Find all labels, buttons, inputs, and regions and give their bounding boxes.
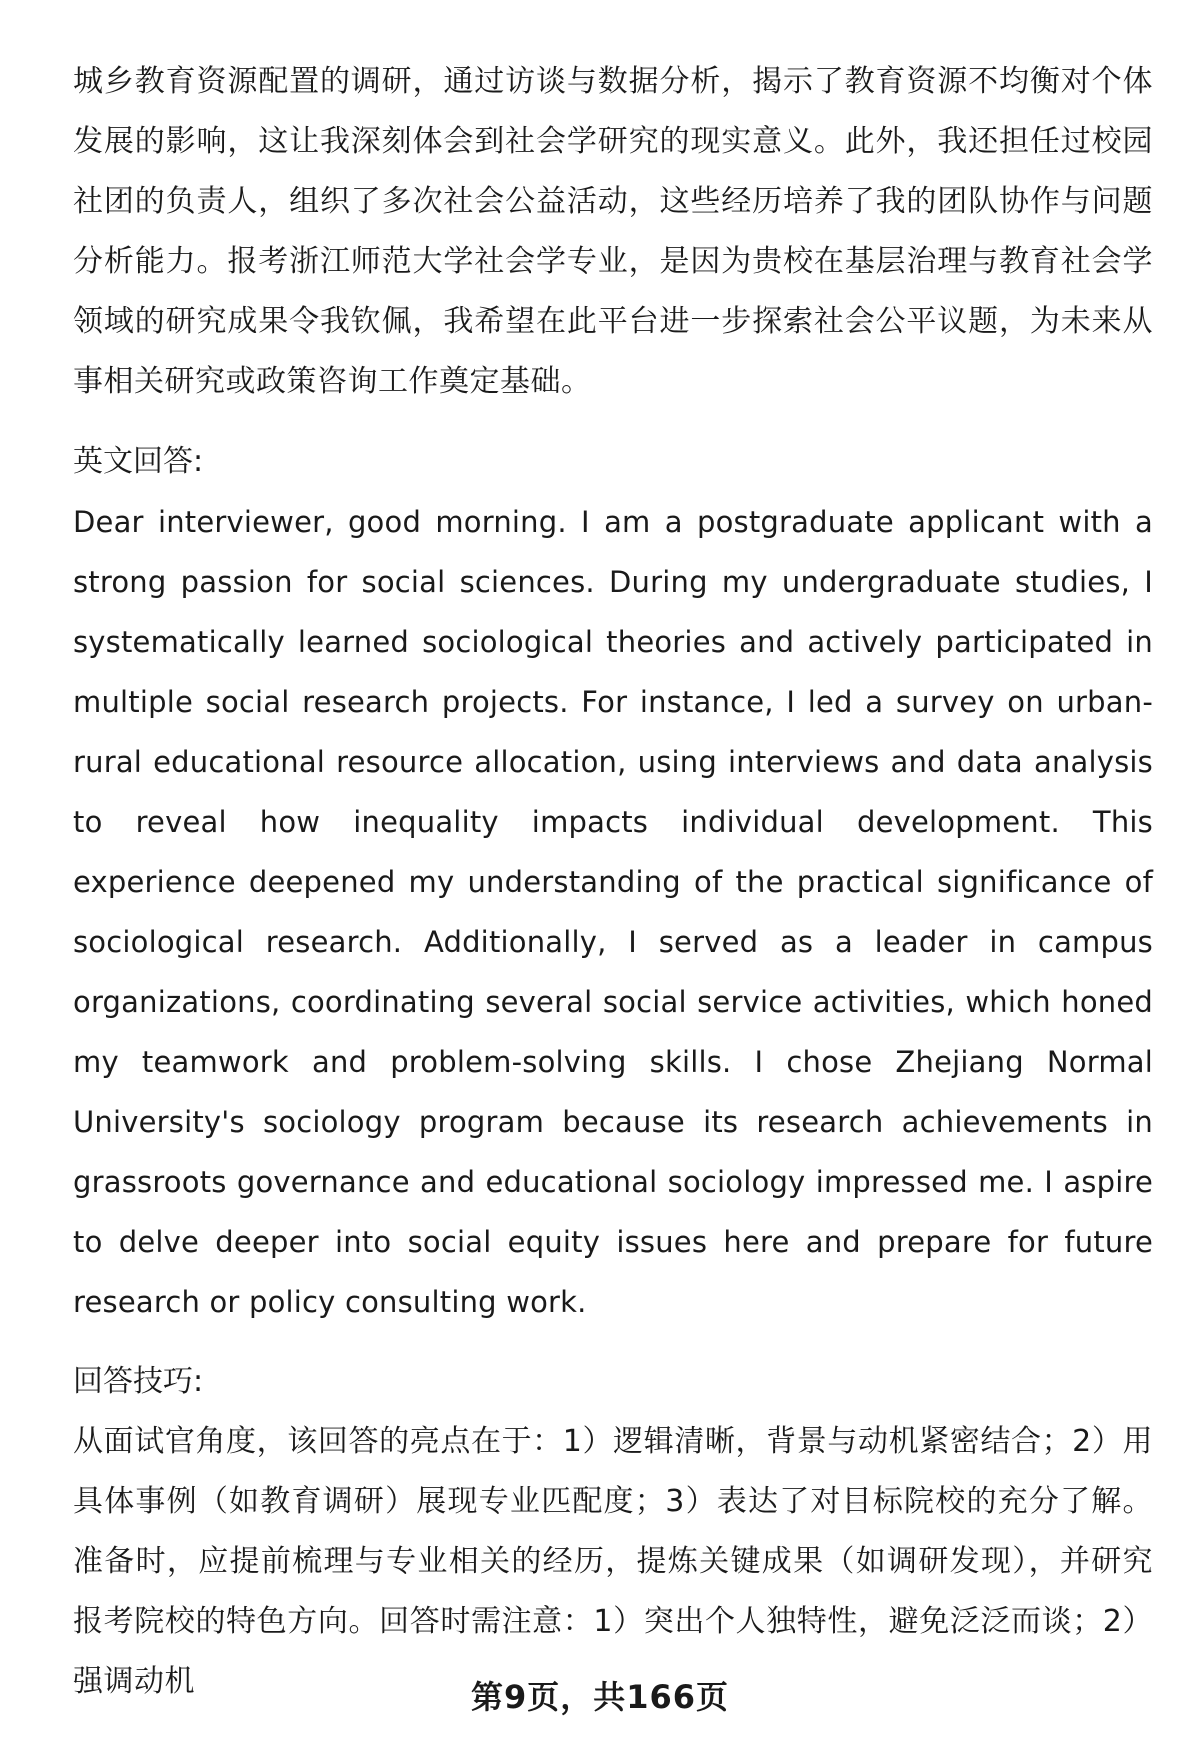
english-answer-paragraph: Dear interviewer, good morning. I am a postgraduate applicant with a strong passion for social sciences. During my undergraduate studies, I systematically learned sociological theories and actively participated in multiple social research projects. For instance, I led a survey on urban-rural educational resource allocation, using interviews and data analysis to reveal how inequality impacts individual development. This experience deepened my understanding of the practical significance of sociological research. Additionally, I served as a leader in campus organizations, coordinating several social service activities, which honed my teamwork and problem-solving skills. I chose Zhejiang Normal University's sociology program because its research achievements in grassroots governance and educational sociology impressed me. I aspire to delve deeper into social equity issues here and prepare for future research or policy consulting work. xyxy=(73,505,1153,1319)
answer-tips-paragraph: 从面试官角度，该回答的亮点在于：1）逻辑清晰，背景与动机紧密结合；2）用具体事例（如教育调研）展现专业匹配度；3）表达了对目标院校的充分了解。准备时，应提前梳理与专业相关的经历，提炼关键成果（如调研发现），并研究报考院校的特色方向。回答时需注意：1）突出个人独特性，避免泛泛而谈；2）强调动机 xyxy=(73,1424,1153,1699)
spacer xyxy=(73,1332,1153,1352)
spacer xyxy=(73,412,1153,432)
english-answer-heading: 英文回答: xyxy=(73,444,204,479)
answer-tips-heading: 回答技巧: xyxy=(73,1364,204,1399)
page-number-footer: 第9页，共166页 xyxy=(470,1678,730,1716)
document-page xyxy=(73,52,1153,1712)
chinese-answer-paragraph: 城乡教育资源配置的调研，通过访谈与数据分析，揭示了教育资源不均衡对个体发展的影响，这让我深刻体会到社会学研究的现实意义。此外，我还担任过校园社团的负责人，组织了多次社会公益活动，这些经历培养了我的团队协作与问题分析能力。报考浙江师范大学社会学专业，是因为贵校在基层治理与教育社会学领域的研究成果令我钦佩，我希望在此平台进一步探索社会公平议题，为未来从事相关研究或政策咨询工作奠定基础。 xyxy=(73,64,1153,399)
